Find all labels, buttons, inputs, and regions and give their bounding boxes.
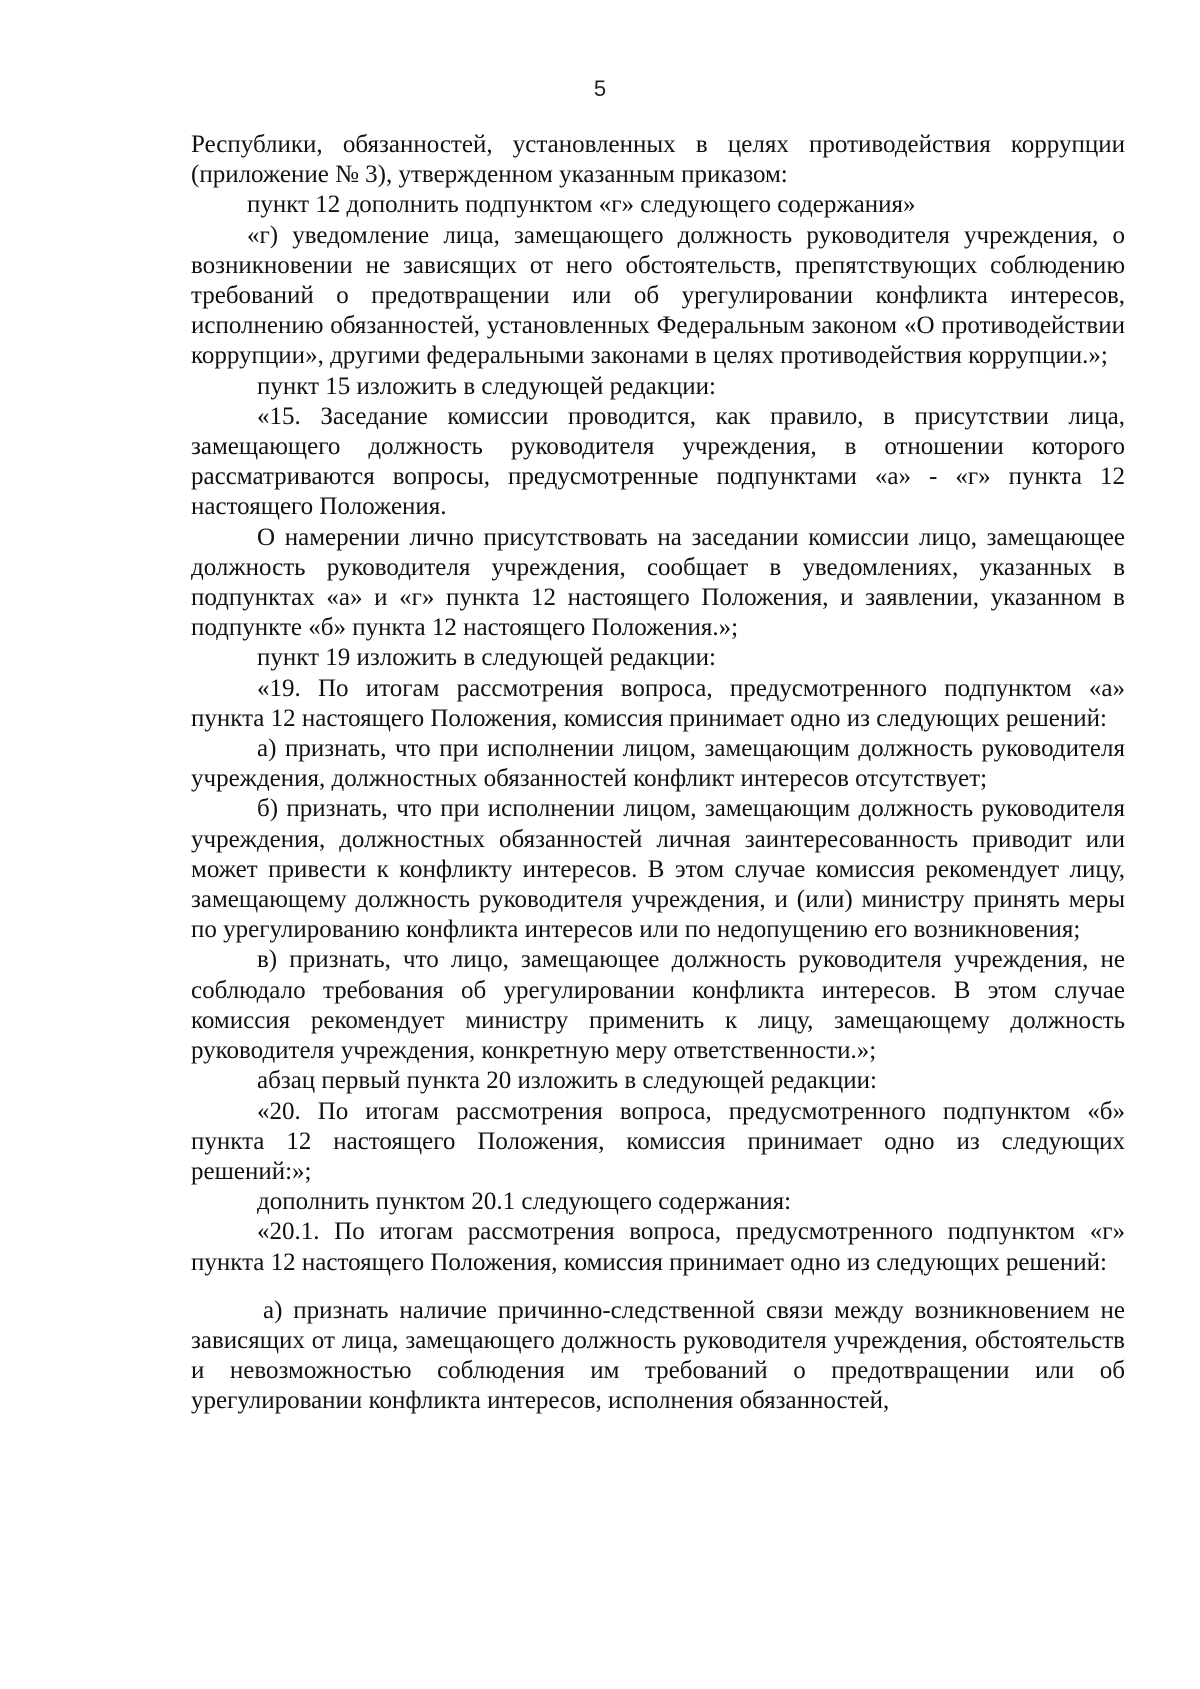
paragraph: «15. Заседание комиссии проводится, как правило, в присутствии лица, замещающего должность руководителя учреждения, в отношении которого рассматриваются вопросы, предусмотренные подпунктами «а» - «г» пункта 12 настоящего Положения. (191, 402, 1125, 521)
paragraph: Республики, обязанностей, установленных в целях противодействия коррупции (приложение № 3), утвержденном указанным приказом: (191, 131, 1125, 189)
paragraph: пункт 19 изложить в следующей редакции: (257, 644, 716, 672)
paragraph: абзац первый пункта 20 изложить в следующей редакции: (257, 1067, 877, 1095)
paragraph: О намерении лично присутствовать на заседании комиссии лицо, замещающее должность руководителя учреждения, сообщает в уведомлениях, указанных в подпунктах «а» и «г» пункта 12 настоящего Положения, и заявлении, указанном в подпункте «б» пункта 12 настоящего Положения.»; (191, 523, 1125, 642)
document-body (191, 130, 1125, 1417)
paragraph: а) признать наличие причинно-следственной связи между возникновением не зависящих от лица, замещающего должность руководителя учреждения, обстоятельств и невозможностью соблюдения им требований о предотвращении или об урегулировании конфликта интересов, исполнения обязанностей, (191, 1296, 1125, 1415)
paragraph: «19. По итогам рассмотрения вопроса, предусмотренного подпунктом «а» пункта 12 настоящего Положения, комиссия принимает одно из следующих решений: (191, 674, 1125, 732)
paragraph: пункт 12 дополнить подпунктом «г» следующего содержания» (247, 191, 916, 219)
paragraph: пункт 15 изложить в следующей редакции: (257, 372, 716, 400)
page-number: 5 (593, 76, 607, 101)
paragraph: в) признать, что лицо, замещающее должность руководителя учреждения, не соблюдало требования об урегулировании конфликта интересов. В этом случае комиссия рекомендует министру применить к лицу, замещающему должность руководителя учреждения, конкретную меру ответственности.»; (191, 946, 1125, 1065)
paragraph: б) признать, что при исполнении лицом, замещающим должность руководителя учреждения, должностных обязанностей личная заинтересованность приводит или может привести к конфликту интересов. В этом случае комиссия рекомендует лицу, замещающему должность руководителя учреждения, и (или) министру принять меры по урегулированию конфликта интересов или по недопущению его возникновения; (191, 795, 1125, 944)
paragraph: «20. По итогам рассмотрения вопроса, предусмотренного подпунктом «б» пункта 12 настоящего Положения, комиссия принимает одно из следующих решений:»; (191, 1097, 1125, 1185)
paragraph: а) признать, что при исполнении лицом, замещающим должность руководителя учреждения, должностных обязанностей конфликт интересов отсутствует; (191, 735, 1125, 793)
paragraph: «г) уведомление лица, замещающего должность руководителя учреждения, о возникновении не зависящих от него обстоятельств, препятствующих соблюдению требований о предотвращении или об урегулировании конфликта интересов, исполнению обязанностей, установленных Федеральным законом «О противодействии коррупции», другими федеральными законами в целях противодействия коррупции.»; (191, 221, 1125, 370)
paragraph: «20.1. По итогам рассмотрения вопроса, предусмотренного подпунктом «г» пункта 12 настоящего Положения, комиссия принимает одно из следующих решений: (191, 1218, 1125, 1276)
paragraph: дополнить пунктом 20.1 следующего содержания: (257, 1188, 792, 1216)
